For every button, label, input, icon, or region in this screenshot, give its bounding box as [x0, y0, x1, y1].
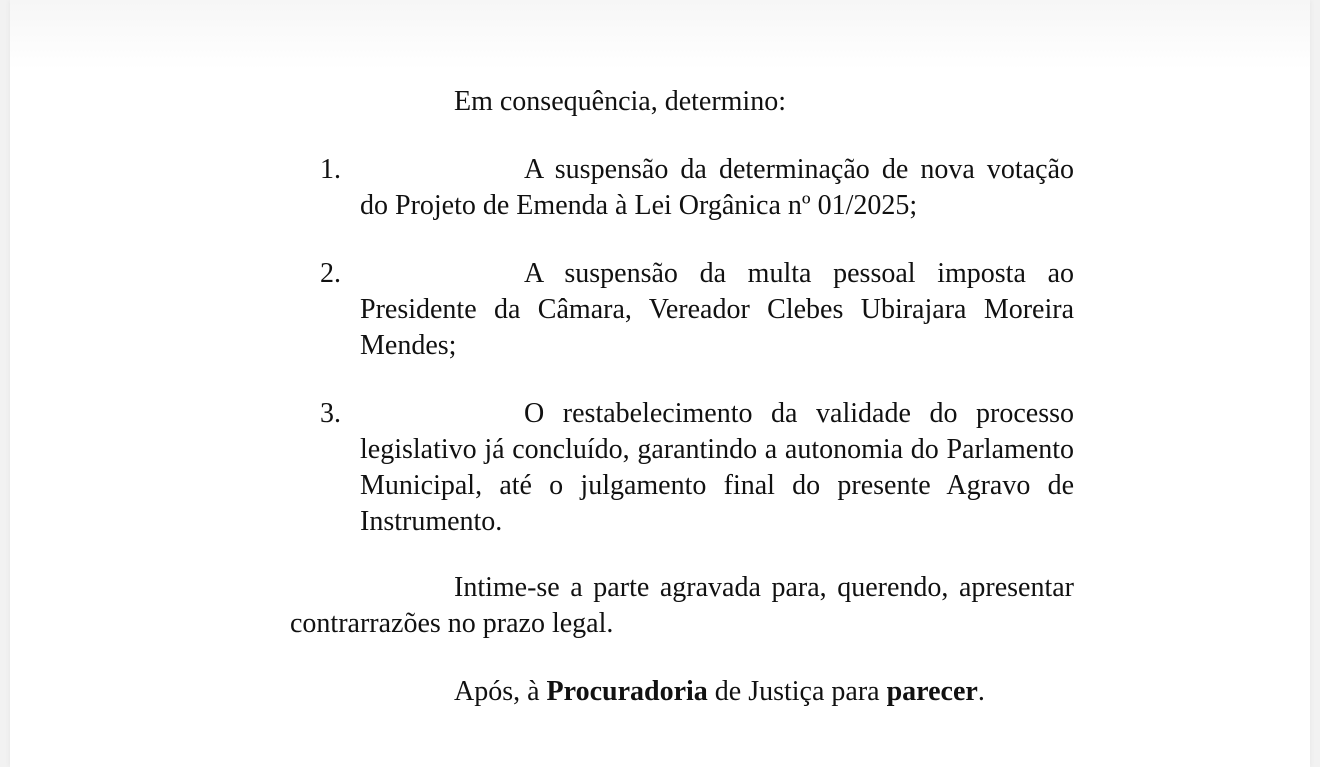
list-item-number: 3.	[320, 398, 341, 429]
document-page	[10, 0, 1310, 767]
list-item-number: 1.	[320, 154, 341, 185]
intro-paragraph: Em consequência, determino:	[454, 86, 786, 117]
list-item-number: 2.	[320, 258, 341, 289]
procuradoria-bold: Procuradoria	[546, 676, 708, 707]
list-item-text: O restabelecimento da validade do processo legislativo já concluído, garantindo a autonomia do Parlamento Municipal, até o julgamento final do presente Agravo de Instrumento.	[360, 398, 1074, 537]
list-item-text: A suspensão da multa pessoal imposta ao Presidente da Câmara, Vereador Clebes Ubirajara Moreira Mendes;	[360, 258, 1074, 361]
page-top-shadow	[10, 0, 1310, 70]
list-item-text: A suspensão da determinação de nova votação do Projeto de Emenda à Lei Orgânica nº 01/2025;	[360, 154, 1074, 221]
closing-paragraph: Após, à Procuradoria de Justiça para parecer.	[454, 676, 985, 707]
intime-paragraph: Intime-se a parte agravada para, querendo, apresentar contrarrazões no prazo legal.	[290, 572, 1074, 639]
parecer-bold: parecer	[886, 676, 978, 707]
